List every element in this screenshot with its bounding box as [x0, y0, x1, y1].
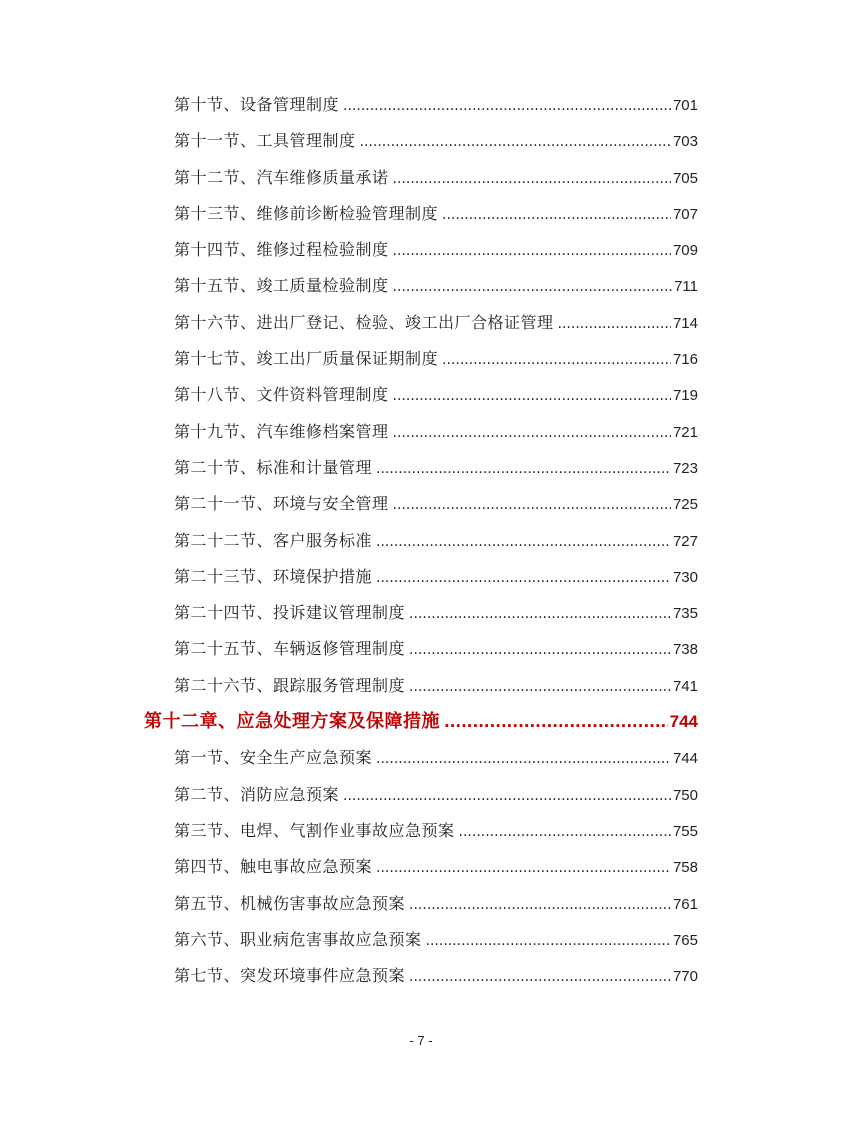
toc-entry[interactable]: [174, 893, 698, 929]
toc-entry-title: 第十节、设备管理制度: [174, 95, 340, 114]
toc-entry-title: 第十三节、维修前诊断检验管理制度: [174, 203, 439, 223]
toc-entry-page: 725: [672, 496, 698, 514]
toc-entry-title: 第十四节、维修过程检验制度: [174, 240, 389, 260]
toc-entry-title: 第七节、突发环境事件应急预案: [174, 966, 406, 986]
toc-entry-page: 744: [672, 750, 698, 768]
page-number: - 7 -: [409, 1033, 433, 1048]
toc-leader-dots: [393, 276, 673, 298]
toc-leader-dots: [409, 676, 671, 698]
toc-entry-page: 750: [672, 786, 698, 804]
toc-entry[interactable]: [174, 784, 698, 820]
toc-entry-page: 711: [674, 278, 698, 296]
toc-entry-page: 735: [672, 605, 698, 623]
toc-entry[interactable]: [174, 312, 698, 348]
toc-entry-title: 第六节、职业病危害事故应急预案: [174, 929, 422, 949]
toc-chapter-page: 744: [669, 712, 698, 732]
toc-entry[interactable]: [174, 965, 698, 1001]
toc-entry[interactable]: [174, 820, 698, 856]
toc-entry[interactable]: [174, 348, 698, 384]
toc-entry[interactable]: [174, 856, 698, 892]
toc-entry-page: 719: [672, 387, 698, 405]
toc-leader-dots: [360, 131, 671, 153]
toc-leader-dots: [376, 748, 671, 770]
toc-entry-title: 第二十一节、环境与安全管理: [174, 494, 389, 514]
toc-leader-dots: [459, 821, 671, 843]
toc-entry-page: 723: [672, 459, 698, 477]
toc-entry[interactable]: [174, 94, 698, 130]
toc-entry-page: 738: [672, 641, 698, 659]
toc-leader-dots: [442, 349, 671, 371]
toc-entry-page: 709: [672, 242, 698, 260]
toc-leader-dots: [409, 603, 671, 625]
toc-leader-dots: [376, 857, 671, 879]
toc-entry[interactable]: [174, 566, 698, 602]
toc-leader-dots: [376, 567, 671, 589]
toc-entry-page: 761: [672, 895, 698, 913]
toc-chapter-heading[interactable]: [144, 711, 698, 747]
toc-entry-page: 701: [672, 97, 698, 114]
toc-entry-page: 714: [672, 314, 698, 332]
toc-entry-title: 第十五节、竣工质量检验制度: [174, 276, 389, 296]
toc-leader-dots: [393, 494, 671, 516]
toc-entry-title: 第十二节、汽车维修质量承诺: [174, 167, 389, 187]
toc-entry-page: 758: [672, 859, 698, 877]
toc-entry-title: 第五节、机械伤害事故应急预案: [174, 893, 406, 913]
toc-entry[interactable]: [174, 530, 698, 566]
toc-leader-dots: [393, 385, 671, 407]
toc-entry[interactable]: [174, 675, 698, 711]
toc-entry-page: 705: [672, 169, 698, 187]
toc-entry-title: 第二十四节、投诉建议管理制度: [174, 603, 406, 623]
toc-entry-title: 第一节、安全生产应急预案: [174, 748, 373, 768]
toc-entry[interactable]: [174, 130, 698, 166]
toc-leader-dots: [393, 422, 671, 444]
toc-entry[interactable]: [174, 203, 698, 239]
toc-entry[interactable]: [174, 384, 698, 420]
toc-entry-page: 755: [672, 822, 698, 840]
toc-chapter-title: 第十二章、应急处理方案及保障措施: [144, 711, 440, 733]
toc-entry-title: 第二十三节、环境保护措施: [174, 566, 373, 586]
table-of-contents: [144, 94, 698, 1001]
toc-entry-page: 770: [672, 968, 698, 986]
toc-entry[interactable]: [174, 602, 698, 638]
toc-entry-page: 765: [672, 931, 698, 949]
toc-entry[interactable]: [174, 929, 698, 965]
toc-entry-page: 741: [672, 677, 698, 695]
toc-entry-page: 707: [672, 205, 698, 223]
toc-entry[interactable]: [174, 239, 698, 275]
toc-entry[interactable]: [174, 638, 698, 674]
toc-entry-title: 第二十二节、客户服务标准: [174, 530, 373, 550]
toc-entry-title: 第十六节、进出厂登记、检验、竣工出厂合格证管理: [174, 312, 554, 332]
toc-leader-dots: [343, 95, 671, 117]
toc-entry-title: 第二十五节、车辆返修管理制度: [174, 639, 406, 659]
toc-entry-page: 703: [672, 133, 698, 151]
toc-entry-title: 第十一节、工具管理制度: [174, 131, 356, 151]
toc-leader-dots: [376, 458, 671, 480]
toc-entry-title: 第二十节、标准和计量管理: [174, 457, 373, 477]
toc-entry-title: 第十九节、汽车维修档案管理: [174, 421, 389, 441]
toc-leader-dots: [442, 204, 671, 226]
toc-entry-title: 第二十六节、跟踪服务管理制度: [174, 675, 406, 695]
toc-leader-dots: [409, 894, 671, 916]
toc-entry-title: 第四节、触电事故应急预案: [174, 857, 373, 877]
toc-entry[interactable]: [174, 275, 698, 311]
toc-entry-title: 第十七节、竣工出厂质量保证期制度: [174, 349, 439, 369]
toc-entry[interactable]: [174, 457, 698, 493]
toc-entry-title: 第二节、消防应急预案: [174, 784, 340, 804]
toc-leader-dots: [558, 313, 671, 335]
toc-leader-dots: [426, 930, 671, 952]
toc-entry[interactable]: [174, 493, 698, 529]
toc-entry-page: 730: [672, 568, 698, 586]
toc-entry[interactable]: [174, 747, 698, 783]
toc-entry-title: 第三节、电焊、气割作业事故应急预案: [174, 820, 455, 840]
toc-leader-dots: [393, 168, 671, 190]
toc-entry[interactable]: [174, 167, 698, 203]
toc-entry-title: 第十八节、文件资料管理制度: [174, 385, 389, 405]
toc-entry-page: 721: [672, 423, 698, 441]
toc-leader-dots: [343, 785, 671, 807]
toc-leader-dots: [376, 531, 671, 553]
toc-entry-page: 727: [672, 532, 698, 550]
toc-leader-dots: [409, 639, 671, 661]
toc-leader-dots: [393, 240, 671, 262]
toc-leader-dots: [444, 711, 668, 733]
toc-entry[interactable]: [174, 421, 698, 457]
toc-leader-dots: [409, 966, 671, 988]
toc-entry-page: 716: [672, 351, 698, 369]
